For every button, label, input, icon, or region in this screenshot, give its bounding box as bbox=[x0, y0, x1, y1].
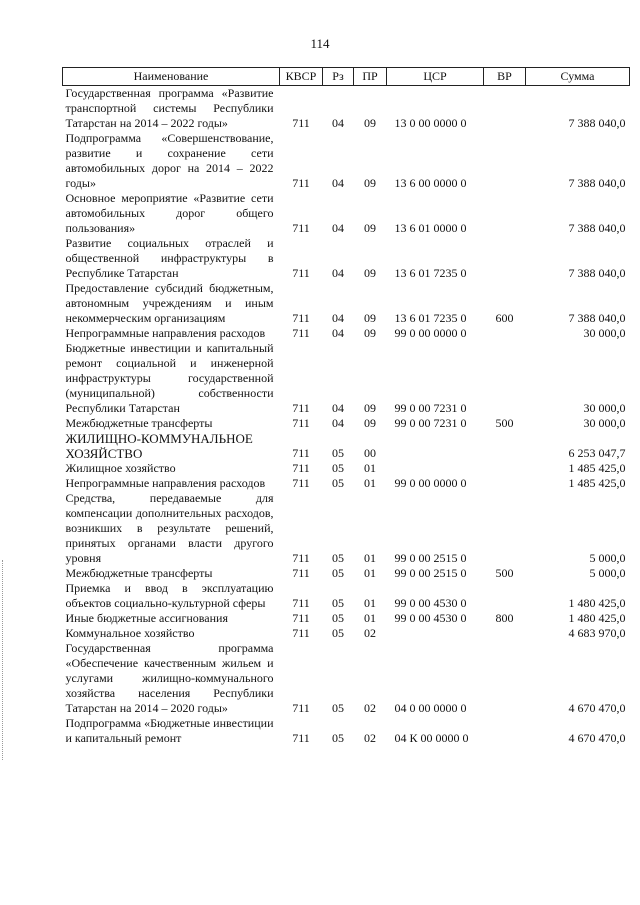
cell-sum: 7 388 040,0 bbox=[568, 266, 626, 280]
table-header-row bbox=[63, 68, 630, 86]
table-row bbox=[63, 476, 630, 491]
cell-rz: 05 bbox=[332, 476, 344, 490]
cell-vr bbox=[484, 431, 526, 461]
table-row bbox=[63, 191, 630, 236]
cell-kvsr: 711 bbox=[292, 446, 310, 460]
cell-rz: 05 bbox=[332, 461, 344, 475]
cell-name: Подпрограмма «Бюджетные инвестиции и капитальный ремонт bbox=[65, 716, 274, 745]
cell-kvsr: 711 bbox=[292, 311, 310, 325]
cell-kvsr: 711 bbox=[292, 566, 310, 580]
cell-vr: 500 bbox=[495, 566, 514, 580]
cell-rz: 05 bbox=[332, 596, 344, 610]
cell-csr: 13 6 01 7235 0 bbox=[394, 311, 467, 325]
cell-kvsr: 711 bbox=[292, 401, 310, 415]
cell-vr: 500 bbox=[495, 416, 514, 430]
cell-csr: 99 0 00 7231 0 bbox=[394, 416, 467, 430]
cell-kvsr: 711 bbox=[292, 461, 310, 475]
cell-sum: 4 670 470,0 bbox=[568, 701, 626, 715]
table-row bbox=[63, 581, 630, 611]
cell-name: Жилищное хозяйство bbox=[65, 461, 176, 475]
cell-pr: 01 bbox=[364, 566, 376, 580]
cell-pr: 01 bbox=[364, 596, 376, 610]
cell-rz: 04 bbox=[332, 416, 344, 430]
cell-name: Непрограммные направления расходов bbox=[65, 326, 266, 340]
table-row bbox=[63, 416, 630, 431]
cell-pr: 01 bbox=[364, 551, 376, 565]
cell-pr: 09 bbox=[364, 416, 376, 430]
header-sum: Сумма bbox=[526, 68, 630, 86]
cell-vr bbox=[484, 581, 526, 611]
cell-csr bbox=[387, 626, 484, 641]
cell-rz: 05 bbox=[332, 701, 344, 715]
cell-csr: 13 6 01 7235 0 bbox=[394, 266, 467, 280]
table-row bbox=[63, 566, 630, 581]
cell-vr bbox=[484, 131, 526, 191]
cell-name: Коммунальное хозяйство bbox=[65, 626, 195, 640]
cell-csr: 99 0 00 4530 0 bbox=[394, 611, 467, 625]
cell-pr: 09 bbox=[364, 401, 376, 415]
table-row bbox=[63, 341, 630, 416]
cell-vr bbox=[484, 86, 526, 132]
cell-vr bbox=[484, 191, 526, 236]
cell-csr: 99 0 00 2515 0 bbox=[394, 566, 467, 580]
cell-name: Предоставление субсидий бюджетным, автономным учреждениям и иным некоммерческим организациям bbox=[65, 281, 274, 325]
cell-kvsr: 711 bbox=[292, 626, 310, 640]
header-kvsr: КВСР bbox=[280, 68, 323, 86]
cell-sum: 6 253 047,7 bbox=[568, 446, 626, 460]
cell-sum: 1 485 425,0 bbox=[568, 476, 626, 490]
table-row bbox=[63, 626, 630, 641]
cell-pr: 09 bbox=[364, 116, 376, 130]
cell-sum: 5 000,0 bbox=[589, 551, 626, 565]
cell-sum: 1 480 425,0 bbox=[568, 611, 626, 625]
header-pr: ПР bbox=[354, 68, 387, 86]
cell-vr bbox=[484, 626, 526, 641]
cell-csr: 13 0 00 0000 0 bbox=[394, 116, 467, 130]
cell-pr: 09 bbox=[364, 176, 376, 190]
table-row bbox=[63, 641, 630, 716]
cell-rz: 04 bbox=[332, 311, 344, 325]
cell-kvsr: 711 bbox=[292, 611, 310, 625]
cell-rz: 04 bbox=[332, 326, 344, 340]
cell-kvsr: 711 bbox=[292, 221, 310, 235]
cell-kvsr: 711 bbox=[292, 326, 310, 340]
table-row bbox=[63, 236, 630, 281]
table-row bbox=[63, 326, 630, 341]
cell-kvsr: 711 bbox=[292, 551, 310, 565]
table-row bbox=[63, 431, 630, 461]
header-csr: ЦСР bbox=[387, 68, 484, 86]
cell-name: Бюджетные инвестиции и капитальный ремонт социальной и инженерной инфраструктуры государственной (муниципальной) собственности Республики Татарстан bbox=[65, 341, 274, 415]
cell-kvsr: 711 bbox=[292, 116, 310, 130]
cell-pr: 02 bbox=[364, 626, 376, 640]
cell-pr: 09 bbox=[364, 326, 376, 340]
cell-csr: 04 0 00 0000 0 bbox=[394, 701, 467, 715]
table-row bbox=[63, 461, 630, 476]
cell-csr: 99 0 00 7231 0 bbox=[394, 401, 467, 415]
table-row bbox=[63, 86, 630, 132]
cell-kvsr: 711 bbox=[292, 266, 310, 280]
cell-sum: 30 000,0 bbox=[583, 416, 626, 430]
cell-pr: 01 bbox=[364, 476, 376, 490]
cell-rz: 04 bbox=[332, 401, 344, 415]
cell-pr: 01 bbox=[364, 611, 376, 625]
cell-csr: 99 0 00 0000 0 bbox=[394, 476, 467, 490]
cell-sum: 5 000,0 bbox=[589, 566, 626, 580]
cell-sum: 4 683 970,0 bbox=[568, 626, 626, 640]
cell-csr: 99 0 00 2515 0 bbox=[394, 551, 467, 565]
cell-kvsr: 711 bbox=[292, 596, 310, 610]
cell-name: ЖИЛИЩНО-КОММУНАЛЬНОЕ ХОЗЯЙСТВО bbox=[65, 431, 253, 461]
header-vr: ВР bbox=[484, 68, 526, 86]
scan-edge-mark bbox=[2, 560, 4, 760]
cell-vr bbox=[484, 341, 526, 416]
cell-pr: 02 bbox=[364, 701, 376, 715]
cell-vr bbox=[484, 326, 526, 341]
cell-rz: 05 bbox=[332, 446, 344, 460]
cell-sum: 4 670 470,0 bbox=[568, 731, 626, 745]
cell-rz: 04 bbox=[332, 221, 344, 235]
cell-vr bbox=[484, 716, 526, 746]
cell-name: Государственная программа «Развитие транспортной системы Республики Татарстан на 2014 – 2022 годы» bbox=[65, 86, 274, 130]
cell-rz: 04 bbox=[332, 116, 344, 130]
cell-name: Приемка и ввод в эксплуатацию объектов социально-культурной сферы bbox=[65, 581, 274, 610]
cell-kvsr: 711 bbox=[292, 731, 310, 745]
cell-rz: 05 bbox=[332, 731, 344, 745]
header-name: Наименование bbox=[63, 68, 280, 86]
table-row bbox=[63, 716, 630, 746]
header-rz: Рз bbox=[323, 68, 354, 86]
cell-csr bbox=[387, 431, 484, 461]
cell-csr: 13 6 00 0000 0 bbox=[394, 176, 467, 190]
table-row bbox=[63, 281, 630, 326]
cell-name: Основное мероприятие «Развитие сети автомобильных дорог общего пользования» bbox=[65, 191, 274, 235]
cell-sum: 7 388 040,0 bbox=[568, 221, 626, 235]
cell-rz: 05 bbox=[332, 611, 344, 625]
cell-rz: 05 bbox=[332, 626, 344, 640]
cell-name: Средства, передаваемые для компенсации дополнительных расходов, возникших в результате решений, принятых органами власти другого уровня bbox=[65, 491, 274, 565]
cell-sum: 1 480 425,0 bbox=[568, 596, 626, 610]
cell-csr bbox=[387, 461, 484, 476]
cell-pr: 09 bbox=[364, 266, 376, 280]
table-row bbox=[63, 131, 630, 191]
cell-name: Подпрограмма «Совершенствование, развитие и сохранение сети автомобильных дорог на 2014 – 2022 годы» bbox=[65, 131, 274, 190]
cell-kvsr: 711 bbox=[292, 176, 310, 190]
cell-sum: 7 388 040,0 bbox=[568, 311, 626, 325]
table-row bbox=[63, 611, 630, 626]
cell-rz: 05 bbox=[332, 551, 344, 565]
cell-name: Межбюджетные трансферты bbox=[65, 416, 213, 430]
page-number: 114 bbox=[310, 36, 330, 51]
cell-pr: 00 bbox=[364, 446, 376, 460]
cell-name: Межбюджетные трансферты bbox=[65, 566, 213, 580]
cell-sum: 30 000,0 bbox=[583, 326, 626, 340]
cell-vr bbox=[484, 641, 526, 716]
cell-sum: 1 485 425,0 bbox=[568, 461, 626, 475]
cell-sum: 7 388 040,0 bbox=[568, 116, 626, 130]
cell-name: Государственная программа «Обеспечение качественным жильем и услугами жилищно-коммунального хозяйства населения Республики Татарстан на 2014 – 2020 годы» bbox=[65, 641, 274, 715]
cell-csr: 13 6 01 0000 0 bbox=[394, 221, 467, 235]
table-row bbox=[63, 491, 630, 566]
cell-csr: 04 К 00 0000 0 bbox=[394, 731, 469, 745]
cell-kvsr: 711 bbox=[292, 701, 310, 715]
budget-table bbox=[62, 67, 630, 746]
cell-vr: 800 bbox=[495, 611, 514, 625]
cell-kvsr: 711 bbox=[292, 476, 310, 490]
cell-vr bbox=[484, 491, 526, 566]
cell-csr: 99 0 00 0000 0 bbox=[394, 326, 467, 340]
cell-pr: 09 bbox=[364, 221, 376, 235]
cell-vr bbox=[484, 461, 526, 476]
cell-vr bbox=[484, 476, 526, 491]
cell-pr: 02 bbox=[364, 731, 376, 745]
table-body bbox=[63, 86, 630, 747]
cell-sum: 30 000,0 bbox=[583, 401, 626, 415]
cell-name: Иные бюджетные ассигнования bbox=[65, 611, 228, 625]
cell-sum: 7 388 040,0 bbox=[568, 176, 626, 190]
cell-vr: 600 bbox=[495, 311, 514, 325]
cell-vr bbox=[484, 236, 526, 281]
cell-name: Непрограммные направления расходов bbox=[65, 476, 266, 490]
cell-pr: 09 bbox=[364, 311, 376, 325]
cell-pr: 01 bbox=[364, 461, 376, 475]
cell-rz: 04 bbox=[332, 176, 344, 190]
cell-kvsr: 711 bbox=[292, 416, 310, 430]
cell-rz: 04 bbox=[332, 266, 344, 280]
cell-name: Развитие социальных отраслей и общественной инфраструктуры в Республике Татарстан bbox=[65, 236, 274, 280]
cell-csr: 99 0 00 4530 0 bbox=[394, 596, 467, 610]
cell-rz: 05 bbox=[332, 566, 344, 580]
